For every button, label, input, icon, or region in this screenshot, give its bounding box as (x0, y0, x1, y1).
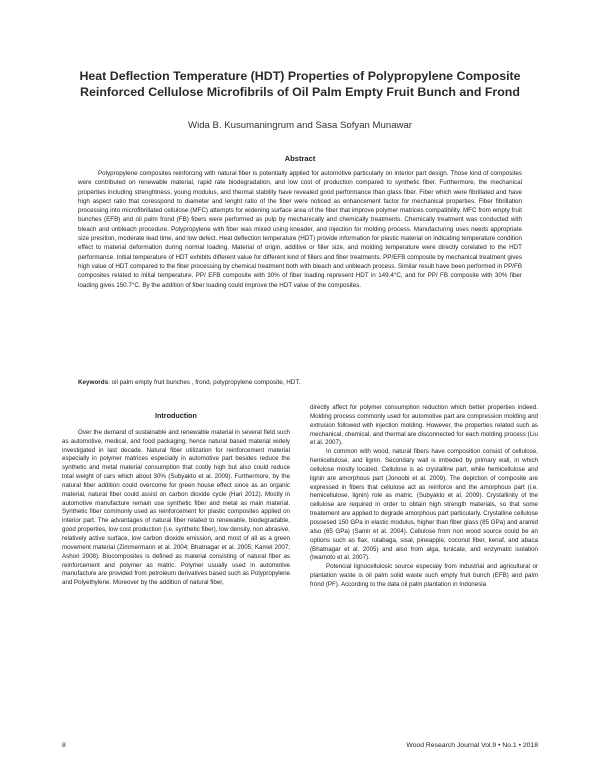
intro-paragraph-3: Potencial lignocellulosic source especialy from industrial and agricultural or plantation waste is oil palm solid waste such empty fruit bunch (EFB) and palm frond (PF). According to the data oil palm plantation in Indonesia (310, 563, 538, 588)
intro-paragraph-2: In common with wood, natural fibers have composition consist of cellulose, hemicellulose, and lignin. Secondary wall is imbeded by primary wall, in which cellulose mostly located. Cellulose is as crystalline part, while hemicellulose and lignin are amorphous part (Jonoobi et al. 2009). The depiction of composite are expressed in fibers that cellulose act as reinforce and the amorphous part (i.e. hemicellulose, lignin) role as matric. (Subyakto et al. 2009). Crystallinity of the cellulose are required in order to obtain high strength materials, so that some treatement are applied to degrade amorphous part particularly. Crystalline cellulose possesed 150 GPa in elastic modulus, higher than fiber glass (85 GPa) and aramid also (65 GPa) (Samir et al. 2004). Cellulose from non wood source could be an options such as flax, rutabaga, sisal, pineapple, coconut fiber, kenaf, and abaca (Bhatnagar et al. 2005) and also from alga, tunicate, and enzymatic isolation (Iwamoto et al. 2007). (310, 448, 538, 562)
left-column (62, 404, 290, 588)
authors: Wida B. Kusumaningrum and Sasa Sofyan Munawar (188, 120, 412, 131)
abstract-body: Polypropylene composites reinforcing with natural fiber is potentially applied for automotive particularly on interior part design. Those kind of composites were contributed on renewable material, rapid rate biodegradation, and low cost of production compared to synthetic fiber. Furthermore, the mechanical properties including strenghtness, young modulus, and thermal stability have revealed good performance than glass fiber. Fiber which were fibrillated and have high aspect ratio that coresspond to diameter and lenght ratio of the fiber were noticed as enhancement factor for mechanical properties. Fiber fibrillation processing into microfibrillated cellulose (MFC) attempts for widening surface area of the fiber that improve polymer matrices compatibility. MFC from empty fruit bunches (EFB) and oil palm frond (FB) fibers were performed as pulp by mechanically and chemically treatments. Chemically treatment was conducted with bleach and unbleach procedure. Polypropylene with fiber was mixed using kneader, and injection for molding process. Manufacturing uses needs appropriate size presition, moderate lead time, and low defect. Heat deflection temperature (HDT) provide information for plastic material on indicating temperature condition effect to material deformation during normal loading. Material of origin, additive or filler size, and molding temperature were directly corelated to the HDT performance. Initial temperature of HDT exhibits different value for different kind of fillers and fiber treatments. PP/EFB composite by mechanical treatment gives high value of HDT compared to the fiber processing by chemical treatment both with bleach and unbleach process. Similar result have been performed in PP/FB composites related to initial temperature. PP/ EFB composite with 30% of fiber loading represent HDT in 149.4°C, and for PP/ FB composite with 30% fiber loading gives 150.7°C. By the addition of fiber loading could improve the HDT value of the composites. (78, 170, 522, 289)
journal-footer: Wood Research Journal Vol.9 • No.1 • 2018 (406, 742, 538, 749)
keywords-label: Keywords (78, 379, 109, 386)
abstract-heading: Abstract (284, 154, 316, 163)
intro-paragraph-1-continued: directly affect for polymer consumption reduction which better properties indeed. Molding process commonly used for automotive part are compression molding and extrusion followed with injection molding. However, the properties related such as mechanical, chemical, and thermal are disconnected for each molding process (Liu et al. 2007). (310, 404, 538, 447)
keywords (78, 378, 522, 387)
page-number: 8 (62, 742, 66, 749)
title-line-2: Reinforced Cellulose Microfibrils of Oil Palm Empty Fruit Bunch and Frond (80, 85, 520, 99)
keywords-text: : oil palm empty fruit bunches , frond, polypropylene composite, HDT. (108, 379, 301, 386)
introduction-heading: Introduction (155, 411, 197, 420)
intro-paragraph-1: Over the demand of sustainable and renewable material in several field such as automotive, medical, and food packaging, hence natural based material widely investigated in last decade. Natural fiber utilization for reinforcement material especially in polymer matrices especially in automotive part besides reduce the synthetic and metal material consumption that costly high but also could reduce total weight of cars which about 30% (Subyakto et al. 2009). Furthermore, by the natural fiber addition could overcome for green house effect since as an organic material, natural fiber could assist on carbon dioxide cycle (Hari 2012). Mostly in automotive manufacture remain use synthetic fiber and metal as main material. Synthetic fiber commonly used as reinforcement for plastic composites applied on interior part. The advantages of natural fiber related to renewable, biodegradable, good properties, low cost production (i.e. synthetic fiber), low density, non abrasive, relatively active surface, low carbon dioxide emission, and most of all as a green movement material (Zimmermann et al. 2004; Bhatnagar et al. 2005; Kamel 2007; Ashori 2008). Biocomposites is defined as material consisting of natural fiber as reinforcement and polymer as matric. Polymer usually used in automotive manufacture are provided from petroleum derivatives based such as Polypropylene and Polyethylene. Moreover by the addition of natural fiber, (62, 428, 290, 587)
paper-title (70, 68, 530, 100)
right-column (310, 404, 538, 590)
title-line-1: Heat Deflection Temperature (HDT) Properties of Polypropylene Composite (79, 69, 521, 83)
